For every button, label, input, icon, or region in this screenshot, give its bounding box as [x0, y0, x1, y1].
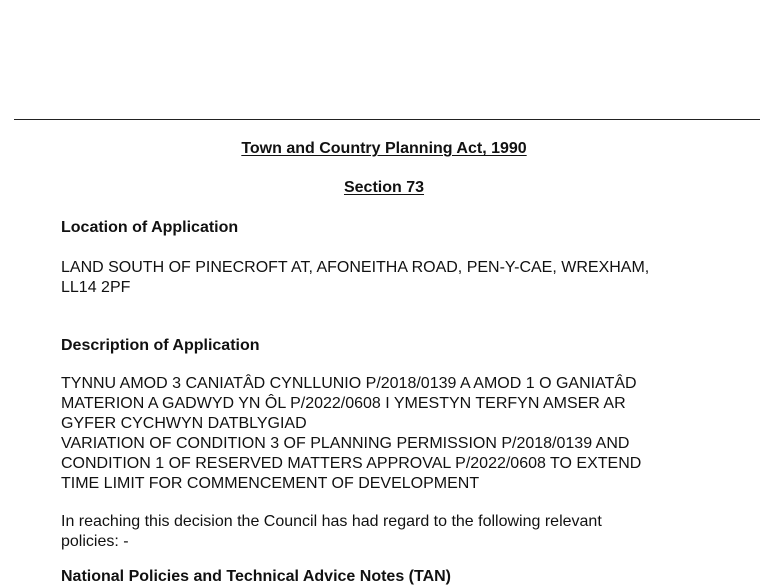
- description-title: Description of Application: [61, 337, 260, 354]
- policies-intro: In reaching this decision the Council has had regard to the following relevant policies: -: [61, 513, 602, 550]
- national-policies-heading: National Policies and Technical Advice Notes (TAN): [61, 568, 452, 585]
- act-heading: Town and Country Planning Act, 1990: [241, 140, 527, 157]
- location-text: LAND SOUTH OF PINECROFT AT, AFONEITHA ROAD, PEN-Y-CAE, WREXHAM, LL14 2PF: [61, 259, 650, 296]
- section-heading: Section 73: [343, 179, 425, 196]
- description-text: TYNNU AMOD 3 CANIATÂD CYNLLUNIO P/2018/0139 A AMOD 1 O GANIATÂD MATERION A GADWYD YN ÔL P/2022/0608 I YMESTYN TERFYN AMSER AR GYFER CYCHWYN DATBLYGIAD VARIATION OF CONDITION 3 OF PLANNING PERMISSION P/2018/0139 AND CONDITION 1 OF RESERVED MATTERS APPROVAL P/2022/0608 TO EXTEND TIME LIMIT FOR COMMENCEMENT OF DEVELOPMENT: [61, 375, 642, 492]
- location-title: Location of Application: [61, 219, 239, 236]
- header-divider: [14, 119, 760, 120]
